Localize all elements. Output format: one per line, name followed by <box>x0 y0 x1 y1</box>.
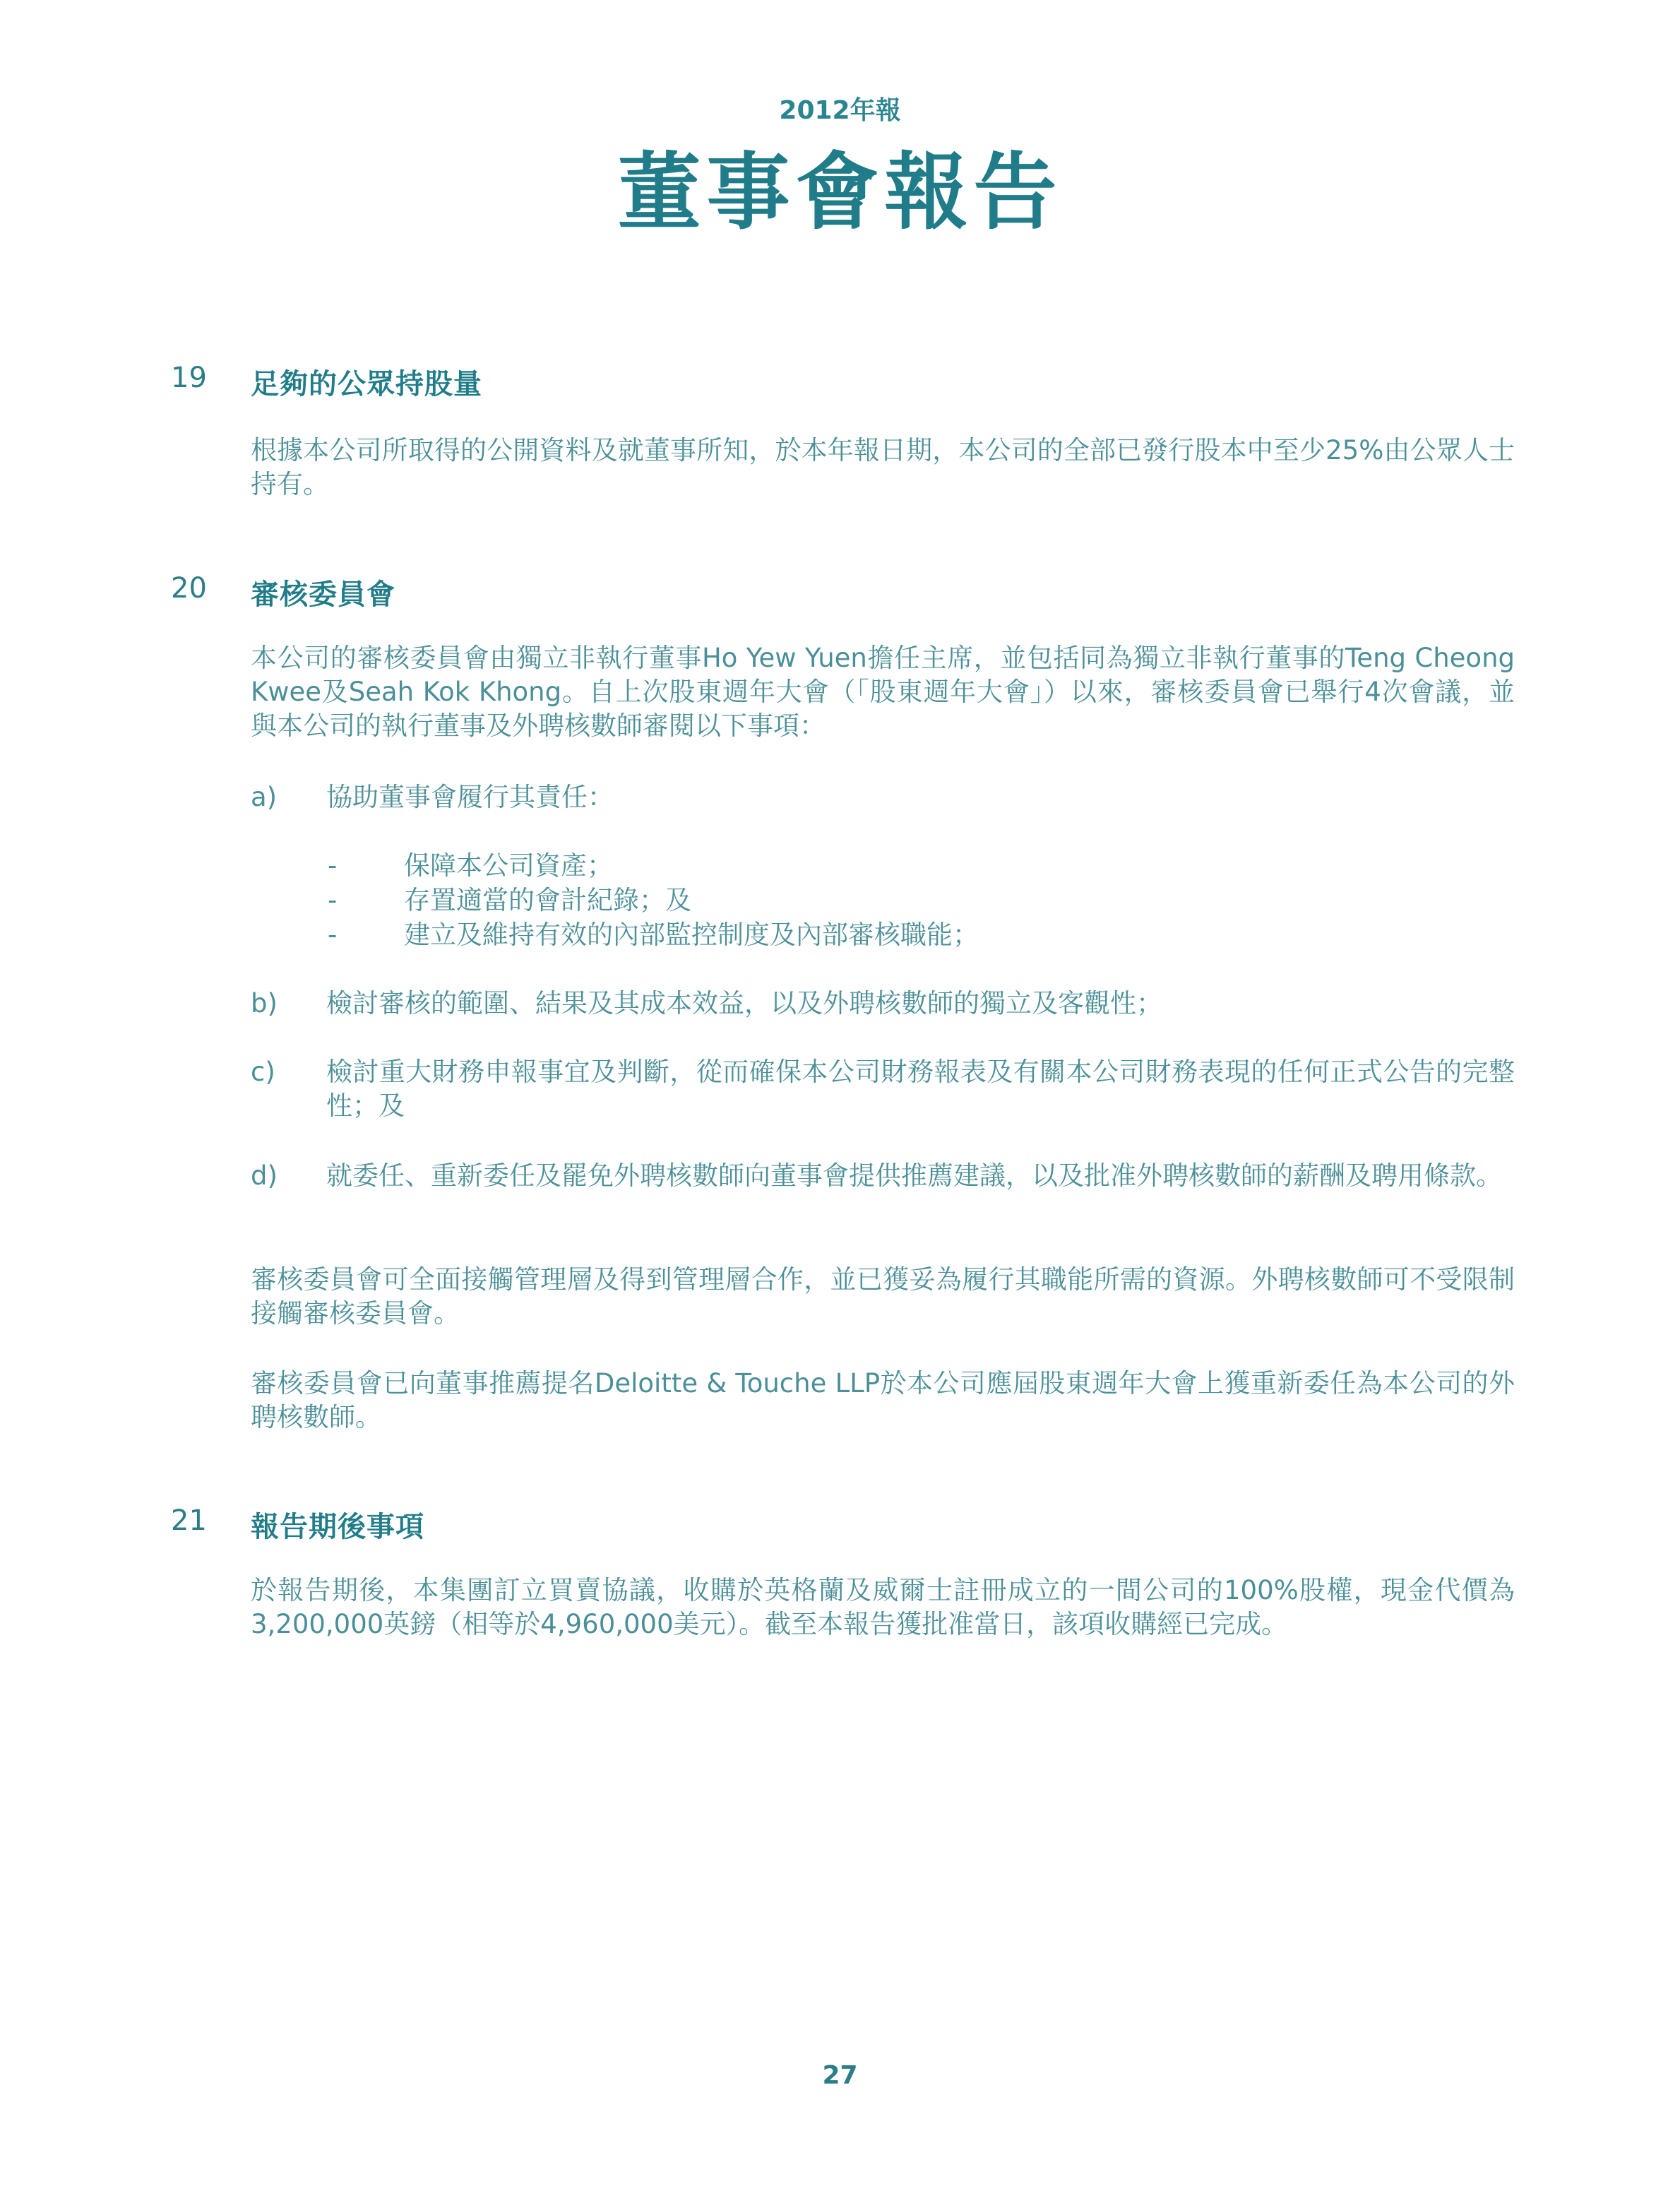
item-d-label: d) <box>251 1160 278 1191</box>
subitem-1-dash: - <box>328 850 338 881</box>
subitem-2-dash: - <box>328 885 338 915</box>
page-title: 董事會報告 <box>617 143 1063 241</box>
subitem-2-text: 存置適當的會計紀錄；及 <box>404 885 691 915</box>
section-19-title: 足夠的公眾持股量 <box>251 368 482 400</box>
item-b-text: 檢討審核的範圍、結果及其成本效益，以及外聘核數師的獨立及客觀性； <box>326 988 1162 1018</box>
section-19-number: 19 <box>171 362 207 394</box>
section-20-paragraph-1: 審核委員會可全面接觸管理層及得到管理層合作，並已獲妥為履行其職能所需的資源。外聘核數師可不受限制接觸審核委員會。 <box>251 1264 1515 1329</box>
item-d-text: 就委任、重新委任及罷免外聘核數師向董事會提供推薦建議，以及批准外聘核數師的薪酬及聘用條款。 <box>326 1160 1502 1191</box>
section-20-intro: 本公司的審核委員會由獨立非執行董事Ho Yew Yuen擔任主席，並包括同為獨立非執行董事的Teng Cheong Kwee及Seah Kok Khong。自上次股東週年大會（「股東週年大會」）以來，審核委員會已舉行4次會議，並與本公司的執行董事及外聘核數師審閱以下事項： <box>251 643 1515 741</box>
section-20-paragraph-2: 審核委員會已向董事推薦提名Deloitte & Touche LLP於本公司應屆股東週年大會上獲重新委任為本公司的外聘核數師。 <box>251 1368 1515 1432</box>
header-year: 2012年報 <box>779 96 901 125</box>
item-a-text: 協助董事會履行其責任： <box>326 782 614 812</box>
section-21-number: 21 <box>171 1504 207 1537</box>
subitem-3-dash: - <box>328 920 338 950</box>
item-b-label: b) <box>251 988 278 1018</box>
item-c-text: 檢討重大財務申報事宜及判斷，從而確保本公司財務報表及有關本公司財務表現的任何正式公告的完整性；及 <box>326 1057 1515 1121</box>
section-20-number: 20 <box>171 572 207 605</box>
item-a-label: a) <box>251 782 278 812</box>
section-21-title: 報告期後事項 <box>251 1511 424 1543</box>
section-20-title: 審核委員會 <box>251 578 395 611</box>
page-number: 27 <box>822 2061 858 2090</box>
section-19-paragraph: 根據本公司所取得的公開資料及就董事所知，於本年報日期，本公司的全部已發行股本中至少25%由公眾人士持有。 <box>251 435 1515 499</box>
subitem-3-text: 建立及維持有效的內部監控制度及內部審核職能； <box>404 920 979 950</box>
subitem-1-text: 保障本公司資產； <box>404 850 613 881</box>
item-c-label: c) <box>251 1057 275 1087</box>
section-21-paragraph: 於報告期後，本集團訂立買賣協議，收購於英格蘭及威爾士註冊成立的一間公司的100%股權，現金代價為3,200,000英鎊（相等於4,960,000美元）。截至本報告獲批准當日，該項收購經已完成。 <box>251 1575 1515 1639</box>
